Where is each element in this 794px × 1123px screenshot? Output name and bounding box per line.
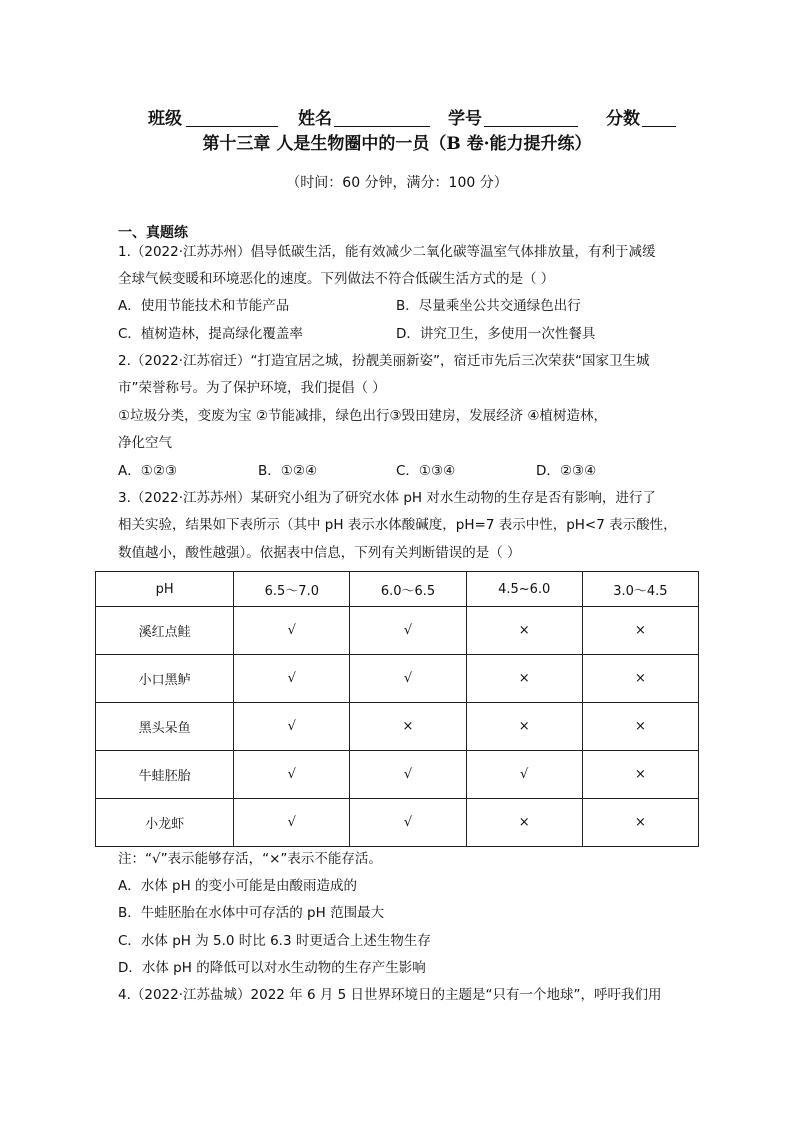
q1-option-a[interactable]: A．使用节能技术和节能产品 xyxy=(118,298,290,314)
q3-option-c[interactable]: C．水体 pH 为 5.0 时比 6.3 时更适合上述生物生存 xyxy=(118,933,431,949)
table-cell: × xyxy=(466,703,582,751)
class-blank[interactable] xyxy=(186,126,278,127)
table-cell: 黑头呆鱼 xyxy=(96,703,234,751)
table-cell: 溪红点鲑 xyxy=(96,607,234,655)
score-label: 分数 xyxy=(606,109,640,129)
q1-line1: 1.（2022·江苏苏州）倡导低碳生活，能有效减少二氧化碳等温室气体排放量，有利于减缓 xyxy=(118,244,656,260)
q2-line4: 净化空气 xyxy=(118,435,172,451)
table-row xyxy=(96,655,699,703)
table-cell: √ xyxy=(350,607,466,655)
q2-line3: ①垃圾分类，变废为宝 ②节能减排，绿色出行③毁田建房，发展经济 ④植树造林， xyxy=(118,408,607,424)
table-cell: √ xyxy=(234,703,350,751)
q2-option-c[interactable]: C．①③④ xyxy=(396,463,456,479)
table-header-cell: 3.0～4.5 xyxy=(582,572,698,607)
table-cell: √ xyxy=(350,751,466,799)
table-cell: × xyxy=(582,751,698,799)
q2-line1: 2.（2022·江苏宿迁）“打造宜居之城，扮靓美丽新姿”，宿迁市先后三次荣获“国家卫生城 xyxy=(118,353,650,369)
q1-option-c[interactable]: C．植树造林，提高绿化覆盖率 xyxy=(118,326,303,342)
q1-line2: 全球气候变暖和环境恶化的速度。下列做法不符合低碳生活方式的是（ ） xyxy=(118,271,555,287)
name-blank[interactable] xyxy=(334,126,430,127)
student-info-header xyxy=(148,104,678,132)
table-cell: × xyxy=(466,799,582,847)
q3-option-d[interactable]: D．水体 pH 的降低可以对水生动物的生存产生影响 xyxy=(118,960,426,976)
table-row xyxy=(96,607,699,655)
table-cell: × xyxy=(582,703,698,751)
table-cell: √ xyxy=(350,799,466,847)
q2-option-a[interactable]: A．①②③ xyxy=(118,463,178,479)
q2-option-b[interactable]: B．①②④ xyxy=(258,463,318,479)
q3-line1: 3.（2022·江苏苏州）某研究小组为了研究水体 pH 对水生动物的生存是否有影响，进行了 xyxy=(118,490,656,506)
table-cell: √ xyxy=(234,751,350,799)
section-title: 一、真题练 xyxy=(118,225,188,241)
table-header-cell: 4.5~6.0 xyxy=(466,572,582,607)
id-label: 学号 xyxy=(448,109,482,129)
table-cell: × xyxy=(466,655,582,703)
q3-option-b[interactable]: B．牛蛙胚胎在水体中可存活的 pH 范围最大 xyxy=(118,905,385,921)
q3-line2: 相关实验，结果如下表所示（其中 pH 表示水体酸碱度，pH=7 表示中性，pH<7 表示酸性， xyxy=(118,517,677,533)
class-label: 班级 xyxy=(148,109,182,129)
table-row xyxy=(96,703,699,751)
q1-option-d[interactable]: D．讲究卫生，多使用一次性餐具 xyxy=(396,326,596,342)
table-cell: × xyxy=(350,703,466,751)
table-cell: 牛蛙胚胎 xyxy=(96,751,234,799)
table-cell: √ xyxy=(466,751,582,799)
table-row xyxy=(96,751,699,799)
table-cell: 小龙虾 xyxy=(96,799,234,847)
table-cell: √ xyxy=(234,607,350,655)
table-header-row xyxy=(96,572,699,607)
table-cell: × xyxy=(582,607,698,655)
q3-line3: 数值越小，酸性越强）。依据表中信息，下列有关判断错误的是（ ） xyxy=(118,545,521,561)
page-title: 第十三章 人是生物圈中的一员（B 卷·能力提升练） xyxy=(202,134,592,154)
table-cell: × xyxy=(466,607,582,655)
table-header-cell: 6.0～6.5 xyxy=(350,572,466,607)
table-header-cell: pH xyxy=(96,572,234,607)
table-cell: √ xyxy=(234,655,350,703)
table-header-cell: 6.5～7.0 xyxy=(234,572,350,607)
table-cell: √ xyxy=(350,655,466,703)
table-cell: × xyxy=(582,799,698,847)
q2-option-d[interactable]: D．②③④ xyxy=(536,463,597,479)
q4-line1: 4.（2022·江苏盐城）2022 年 6 月 5 日世界环境日的主题是“只有一个地球”，呼吁我们用 xyxy=(118,987,662,1003)
table-cell: √ xyxy=(234,799,350,847)
table-cell: × xyxy=(582,655,698,703)
q3-option-a[interactable]: A．水体 pH 的变小可能是由酸雨造成的 xyxy=(118,878,358,894)
id-blank[interactable] xyxy=(484,126,578,127)
ph-survival-table xyxy=(95,571,699,847)
name-label: 姓名 xyxy=(298,109,332,129)
page-subtitle: （时间：60 分钟，满分：100 分） xyxy=(286,175,508,191)
table-row xyxy=(96,799,699,847)
table-cell: 小口黑鲈 xyxy=(96,655,234,703)
q3-table-note: 注：“√”表示能够存活，“×”表示不能存活。 xyxy=(118,851,382,867)
score-blank[interactable] xyxy=(642,126,676,127)
q1-option-b[interactable]: B．尽量乘坐公共交通绿色出行 xyxy=(396,298,581,314)
q2-line2: 市”荣誉称号。为了保护环境，我们提倡（ ） xyxy=(118,380,386,396)
